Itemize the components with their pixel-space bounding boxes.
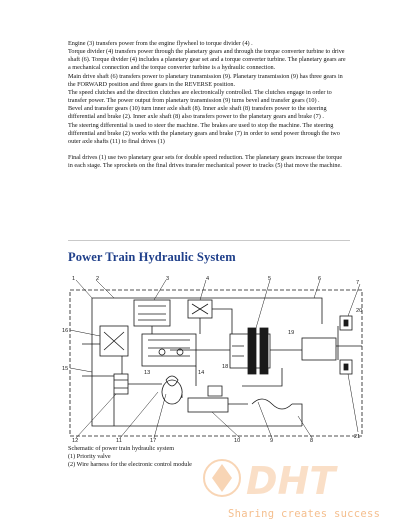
label-19: 19: [288, 330, 295, 336]
label-1: 1: [72, 276, 76, 282]
watermark-slogan: Sharing creates success: [228, 508, 381, 520]
label-8: 8: [310, 438, 314, 444]
screen-block: [208, 386, 222, 396]
label-2: 2: [96, 276, 100, 282]
label-10: 10: [234, 438, 241, 444]
label-9: 9: [270, 438, 274, 444]
pump: [162, 380, 182, 404]
valve-block: [134, 300, 170, 326]
label-18: 18: [222, 364, 229, 370]
label-20: 20: [356, 308, 363, 314]
label-14: 14: [198, 370, 205, 376]
label-21: 21: [354, 434, 361, 440]
paragraph-steering: The steering differential is used to steer the machine. The brakes are used to stop the machine. The steering differential and brake (2) works with the planetary gears and brake (7) in order to send power through the two outer axle shafts (11) to final drives (1): [68, 121, 340, 145]
label-16: 16: [62, 328, 69, 334]
ecm-box: [302, 338, 336, 360]
caption-title: Schematic of power train hydraulic system: [68, 445, 175, 452]
caption-item-2: (2) Wire harness for the electronic control module: [68, 461, 192, 469]
cooler-line: [252, 399, 292, 409]
section-divider: [68, 240, 350, 241]
paragraph-main-drive-shaft: Main drive shaft (6) transfers power to planetary transmission (9). Planetary transmission (9) has three gears in the FORWARD position and three gears in the REVERSE position.: [68, 72, 343, 88]
section-title: Power Train Hydraulic System: [68, 250, 236, 264]
hydraulic-schematic: [62, 276, 372, 444]
paragraph-engine: Engine (3) transfers power from the engine flywheel to torque divider (4) .: [68, 40, 253, 47]
label-7: 7: [356, 280, 360, 286]
paragraph-bevel-gears: Bevel and transfer gears (10) turn inner axle shaft (8). Inner axle shaft (8) transfers power to the steering differential and brake (2). Inner axle shaft (8) also transfers power to the planetary gears and brake (7) .: [68, 105, 327, 121]
label-3: 3: [166, 276, 170, 282]
figure-caption: [68, 445, 368, 470]
label-15: 15: [62, 366, 69, 372]
caption-item-1: (1) Priority valve: [68, 453, 111, 461]
label-12: 12: [72, 438, 79, 444]
label-11: 11: [116, 438, 122, 444]
body-text: [68, 40, 348, 170]
paragraph-clutches: The speed clutches and the direction clutches are electronically controlled. The clutches engage in order to transfer power. The power output from planetary transmission (9) turns bevel and transfer gears (10) .: [68, 88, 332, 105]
return-line: [92, 298, 302, 426]
supply-line: [92, 298, 322, 324]
filter: [114, 374, 128, 394]
paragraph-final-drives: Final drives (1) use two planetary gear sets for double speed reduction. The planetary gears increase the torque in each stage. The sprockets on the final drives transfer mechanical power to tracks (5) that move the machine.: [68, 154, 343, 170]
watermark-logo-text: DHT: [246, 459, 336, 503]
label-5: 5: [268, 276, 272, 282]
label-17: 17: [150, 438, 157, 444]
tank: [188, 398, 228, 412]
label-6: 6: [318, 276, 322, 282]
label-13: 13: [144, 370, 151, 376]
paragraph-torque-divider: Torque divider (4) transfers power through the planetary gears and through the torque converter turbine to drive shaft (6). Torque divider (4) includes a planetary gear set and a torque converter turbine. The planetary gears are a mechanical connection and the torque converter turbine is a hydraulic connection.: [68, 48, 346, 72]
label-4: 4: [206, 276, 210, 282]
